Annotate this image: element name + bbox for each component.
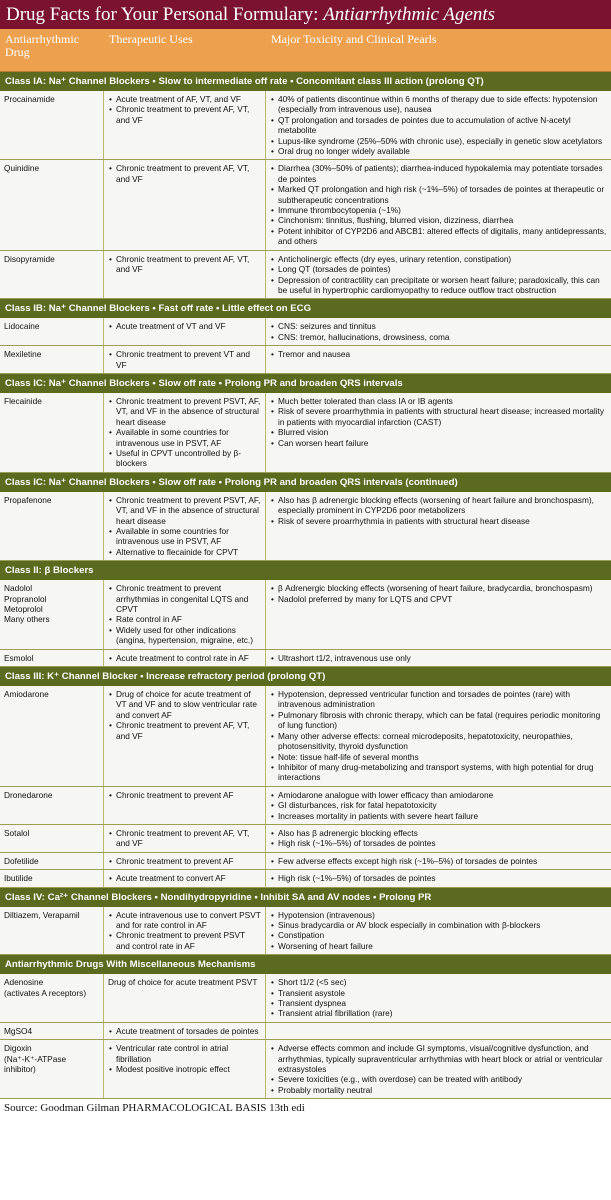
drug-name-cell: Esmolol [0, 650, 104, 666]
toxicity-item: • 40% of patients discontinue within 6 months of therapy due to side effects: hypotension (especially from intravenous use), nausea [270, 94, 607, 115]
drug-name-cell: Diltiazem, Verapamil [0, 907, 104, 955]
toxicity-cell [266, 160, 611, 249]
therapeutic-uses-cell [104, 974, 266, 1022]
therapeutic-uses-cell [104, 91, 266, 159]
table-row [0, 492, 611, 561]
toxicity-cell [266, 251, 611, 299]
toxicity-cell [266, 787, 611, 824]
toxicity-item: • Amiodarone analogue with lower efficacy than amiodarone [270, 790, 607, 800]
toxicity-list [270, 254, 607, 296]
toxicity-item: • Also has β adrenergic blocking effects (worsening of heart failure and bronchospasm), especially prominent in CYP2D6 poor metabolizers [270, 495, 607, 516]
use-item: • Chronic treatment to prevent AF, VT, and VF [108, 163, 261, 184]
use-item: • Chronic treatment to prevent AF, VT, and VF [108, 104, 261, 125]
therapeutic-uses-cell [104, 318, 266, 345]
uses-list [108, 790, 261, 800]
toxicity-cell [266, 907, 611, 955]
use-item: • Widely used for other indications (angina, hypertension, migraine, etc.) [108, 625, 261, 646]
drug-name-cell: Dofetilide [0, 853, 104, 869]
uses-list [108, 254, 261, 275]
drug-name-cell: Amiodarone [0, 686, 104, 786]
column-header-drug: Antiarrhythmic Drug [5, 32, 79, 59]
toxicity-item: • Short t1/2 (<5 sec) [270, 977, 607, 987]
toxicity-cell [266, 974, 611, 1022]
toxicity-item: • High risk (~1%–5%) of torsades de pointes [270, 838, 607, 848]
uses-list [108, 583, 261, 645]
class-header: Class III: K⁺ Channel Blocker • Increase refractory period (prolong QT) [0, 667, 611, 686]
use-item: • Acute treatment of torsades de pointes [108, 1026, 261, 1036]
uses-list [108, 396, 261, 469]
toxicity-cell [266, 650, 611, 666]
toxicity-item: • Many other adverse effects: corneal microdeposits, hepatotoxicity, neuropathies, photosensitivity, thyroid dysfunction [270, 731, 607, 752]
drug-name-cell: Dronedarone [0, 787, 104, 824]
uses-list [108, 495, 261, 557]
use-item: • Modest positive inotropic effect [108, 1064, 261, 1074]
toxicity-cell [266, 580, 611, 648]
toxicity-list [270, 977, 607, 1019]
toxicity-item: • Diarrhea (30%–50% of patients); diarrhea-induced hypokalemia may potentiate torsades de pointes [270, 163, 607, 184]
toxicity-item: • Transient dyspnea [270, 998, 607, 1008]
use-item: • Chronic treatment to prevent arrhythmias in congenital LQTS and CPVT [108, 583, 261, 614]
toxicity-item: • Immune thrombocytopenia (~1%) [270, 205, 607, 215]
toxicity-item: • Few adverse effects except high risk (~1%–5%) of torsades de pointes [270, 856, 607, 866]
therapeutic-uses-cell [104, 393, 266, 472]
toxicity-item: • QT prolongation and torsades de pointes due to accumulation of active N-acetyl metabolite [270, 115, 607, 136]
toxicity-item: • Sinus bradycardia or AV block especially in combination with β-blockers [270, 920, 607, 930]
toxicity-item: • Long QT (torsades de pointes) [270, 264, 607, 274]
toxicity-item: • Transient atrial fibrillation (rare) [270, 1008, 607, 1018]
toxicity-cell [266, 91, 611, 159]
uses-list [108, 163, 261, 184]
toxicity-item: • Cinchonism: tinnitus, flushing, blurred vision, dizziness, diarrhea [270, 215, 607, 225]
class-header: Class IV: Ca²⁺ Channel Blockers • Nondihydropyridine • Inhibit SA and AV nodes • Prolong PR [0, 888, 611, 907]
use-item: • Drug of choice for acute treatment of VT and VF and to slow ventricular rate and convert AF [108, 689, 261, 720]
drug-name-cell: MgSO4 [0, 1023, 104, 1039]
toxicity-list [270, 583, 607, 604]
use-item: • Available in some countries for intravenous use in PSVT, AF [108, 427, 261, 448]
use-item: • Chronic treatment to prevent AF [108, 856, 261, 866]
source-citation: Source: Goodman Gilman PHARMACOLOGICAL BASIS 13th edi [4, 1102, 305, 1115]
use-item: • Chronic treatment to prevent PSVT, AF, VT, and VF in the absence of structural heart disease [108, 396, 261, 427]
drug-name-cell: Lidocaine [0, 318, 104, 345]
toxicity-item: • Severe toxicities (e.g., with overdose) can be treated with antibody [270, 1074, 607, 1084]
toxicity-item: • Oral drug no longer widely available [270, 146, 607, 156]
toxicity-list [270, 94, 607, 156]
therapeutic-uses-cell [104, 650, 266, 666]
therapeutic-uses-cell [104, 346, 266, 373]
therapeutic-uses-cell [104, 787, 266, 824]
use-text: Drug of choice for acute treatment PSVT [108, 977, 258, 988]
therapeutic-uses-cell [104, 1023, 266, 1039]
class-header: Class IA: Na⁺ Channel Blockers • Slow to intermediate off rate • Concomitant class III action (prolong QT) [0, 72, 611, 91]
toxicity-cell [266, 492, 611, 560]
uses-list [108, 653, 261, 663]
uses-list [108, 689, 261, 741]
use-item: • Useful in CPVT uncontrolled by β-blockers [108, 448, 261, 469]
toxicity-item: • Constipation [270, 930, 607, 940]
toxicity-item: • Tremor and nausea [270, 349, 607, 359]
table-row [0, 318, 611, 346]
drug-name-cell: Quinidine [0, 160, 104, 249]
toxicity-item: • Risk of severe proarrhythmia in patients with structural heart disease [270, 516, 607, 526]
toxicity-item: • Pulmonary fibrosis with chronic therapy, which can be fatal (requires periodic monitoring of lung function) [270, 710, 607, 731]
toxicity-list [270, 163, 607, 246]
toxicity-item: • Transient asystole [270, 988, 607, 998]
uses-list [108, 1026, 261, 1036]
table-row [0, 1023, 611, 1040]
column-header-row [0, 29, 611, 72]
toxicity-item: • Worsening of heart failure [270, 941, 607, 951]
column-header-toxicity: Major Toxicity and Clinical Pearls [271, 32, 437, 46]
use-item: • Alternative to flecainide for CPVT [108, 547, 261, 557]
table-row [0, 393, 611, 473]
title-main: Drug Facts for Your Personal Formulary: [6, 4, 324, 25]
use-item: • Acute treatment of AF, VT, and VF [108, 94, 261, 104]
toxicity-item: • Adverse effects common and include GI symptoms, visual/cognitive dysfunction, and arrhythmias, typically supraventricular arrhythmias with heart block or atrial or ventricular extrasystoles [270, 1043, 607, 1074]
class-header: Class IB: Na⁺ Channel Blockers • Fast off rate • Little effect on ECG [0, 299, 611, 318]
toxicity-item: • Blurred vision [270, 427, 607, 437]
toxicity-list [270, 495, 607, 526]
table-row [0, 346, 611, 374]
use-item: • Acute treatment of VT and VF [108, 321, 261, 331]
toxicity-list [270, 828, 607, 849]
use-item: • Chronic treatment to prevent PSVT and control rate in AF [108, 930, 261, 951]
toxicity-item: • Risk of severe proarrhythmia in patients with structural heart disease; increased mortality in patients with myocardial infarction (CAST) [270, 406, 607, 427]
title-italic: Antiarrhythmic Agents [323, 4, 496, 25]
toxicity-item: • Much better tolerated than class IA or IB agents [270, 396, 607, 406]
toxicity-item: • CNS: tremor, hallucinations, drowsiness, coma [270, 332, 607, 342]
toxicity-list [270, 396, 607, 448]
table-row [0, 787, 611, 825]
uses-list [108, 856, 261, 866]
toxicity-item: • Inhibitor of many drug-metabolizing and transport systems, with high potential for drug interactions [270, 762, 607, 783]
toxicity-item: • Can worsen heart failure [270, 438, 607, 448]
table-row [0, 251, 611, 300]
class-header: Class II: β Blockers [0, 561, 611, 580]
toxicity-item: • High risk (~1%–5%) of torsades de pointes [270, 873, 607, 883]
table-row [0, 974, 611, 1023]
toxicity-cell [266, 393, 611, 472]
uses-list [108, 873, 261, 883]
drug-name-cell: Disopyramide [0, 251, 104, 299]
toxicity-cell [266, 686, 611, 786]
class-header: Antiarrhythmic Drugs With Miscellaneous Mechanisms [0, 955, 611, 974]
toxicity-cell [266, 1023, 611, 1039]
table-row [0, 580, 611, 649]
drug-name-cell: Nadolol Propranolol Metoprolol Many others [0, 580, 104, 648]
toxicity-list [270, 910, 607, 952]
therapeutic-uses-cell [104, 492, 266, 560]
therapeutic-uses-cell [104, 870, 266, 886]
toxicity-item: • Note: tissue half-life of several months [270, 752, 607, 762]
use-item: • Chronic treatment to prevent VT and VF [108, 349, 261, 370]
toxicity-item: • β Adrenergic blocking effects (worsening of heart failure, bradycardia, bronchospasm) [270, 583, 607, 593]
drug-name-cell: Adenosine (activates A receptors) [0, 974, 104, 1022]
toxicity-item: • Lupus-like syndrome (25%–50% with chronic use), especially in genetic slow acetylators [270, 136, 607, 146]
toxicity-item: • Depression of contractility can precipitate or worsen heart failure; paradoxically, this can be useful in hypertrophic cardiomyopathy to reduce outflow tract obstruction [270, 275, 607, 296]
use-item: • Ventricular rate control in atrial fibrillation [108, 1043, 261, 1064]
table-row [0, 160, 611, 250]
uses-list [108, 1043, 261, 1074]
table-row [0, 870, 611, 887]
therapeutic-uses-cell [104, 853, 266, 869]
toxicity-item: • Potent inhibitor of CYP2D6 and ABCB1: altered effects of digitalis, many antidepressants, and others [270, 226, 607, 247]
use-item: • Chronic treatment to prevent AF, VT, and VF [108, 828, 261, 849]
drug-name-cell: Ibutilide [0, 870, 104, 886]
toxicity-item: • Ultrashort t1/2, intravenous use only [270, 653, 607, 663]
table-row [0, 91, 611, 160]
drug-name-cell: Sotalol [0, 825, 104, 852]
uses-list [108, 321, 261, 331]
toxicity-cell [266, 853, 611, 869]
therapeutic-uses-cell [104, 160, 266, 249]
use-item: • Available in some countries for intravenous use in PSVT, AF [108, 526, 261, 547]
toxicity-item: • Hypotension (intravenous) [270, 910, 607, 920]
class-header: Class IC: Na⁺ Channel Blockers • Slow off rate • Prolong PR and broaden QRS intervals (continued) [0, 473, 611, 492]
therapeutic-uses-cell [104, 251, 266, 299]
column-header-uses: Therapeutic Uses [109, 32, 193, 46]
use-item: • Acute treatment to control rate in AF [108, 653, 261, 663]
use-item: • Acute intravenous use to convert PSVT and for rate control in AF [108, 910, 261, 931]
therapeutic-uses-cell [104, 1040, 266, 1098]
toxicity-list [270, 873, 607, 883]
toxicity-item: • CNS: seizures and tinnitus [270, 321, 607, 331]
uses-list [108, 94, 261, 125]
drug-name-cell: Digoxin (Na⁺-K⁺-ATPase inhibitor) [0, 1040, 104, 1098]
use-item: • Chronic treatment to prevent PSVT, AF, VT, and VF in the absence of structural heart disease [108, 495, 261, 526]
toxicity-item: • Anticholinergic effects (dry eyes, urinary retention, constipation) [270, 254, 607, 264]
toxicity-cell [266, 346, 611, 373]
use-item: • Rate control in AF [108, 614, 261, 624]
toxicity-cell [266, 1040, 611, 1098]
table-row [0, 686, 611, 787]
toxicity-item: • Hypotension, depressed ventricular function and torsades de pointes (rare) with intravenous administration [270, 689, 607, 710]
uses-list [108, 349, 261, 370]
table-row [0, 907, 611, 956]
drug-name-cell: Mexiletine [0, 346, 104, 373]
toxicity-item: • Nadolol preferred by many for LQTS and CPVT [270, 594, 607, 604]
use-item: • Acute treatment to convert AF [108, 873, 261, 883]
uses-list [108, 910, 261, 952]
table-row [0, 650, 611, 667]
use-item: • Chronic treatment to prevent AF [108, 790, 261, 800]
table-row [0, 853, 611, 870]
toxicity-list [270, 1043, 607, 1095]
toxicity-item: • Probably mortality neutral [270, 1085, 607, 1095]
therapeutic-uses-cell [104, 907, 266, 955]
toxicity-item: • Increases mortality in patients with severe heart failure [270, 811, 607, 821]
therapeutic-uses-cell [104, 580, 266, 648]
use-item: • Chronic treatment to prevent AF, VT, and VF [108, 254, 261, 275]
toxicity-item: • Also has β adrenergic blocking effects [270, 828, 607, 838]
toxicity-list [270, 321, 607, 342]
toxicity-item: • Marked QT prolongation and high risk (~1%–5%) of torsades de pointes at therapeutic or subtherapeutic concentrations [270, 184, 607, 205]
toxicity-list [270, 689, 607, 783]
class-header: Class IC: Na⁺ Channel Blockers • Slow off rate • Prolong PR and broaden QRS intervals [0, 374, 611, 393]
drug-name-cell: Procainamide [0, 91, 104, 159]
toxicity-list [270, 653, 607, 663]
toxicity-cell [266, 318, 611, 345]
drug-name-cell: Flecainide [0, 393, 104, 472]
use-item: • Chronic treatment to prevent AF, VT, and VF [108, 720, 261, 741]
uses-list [108, 828, 261, 849]
toxicity-list [270, 856, 607, 866]
drug-table-body [0, 72, 611, 1099]
toxicity-list [270, 349, 607, 359]
page-title [0, 0, 611, 29]
therapeutic-uses-cell [104, 686, 266, 786]
table-row [0, 1040, 611, 1099]
toxicity-list [270, 790, 607, 821]
toxicity-cell [266, 825, 611, 852]
table-row [0, 825, 611, 853]
therapeutic-uses-cell [104, 825, 266, 852]
toxicity-item: • GI disturbances, risk for fatal hepatotoxicity [270, 800, 607, 810]
toxicity-cell [266, 870, 611, 886]
drug-name-cell: Propafenone [0, 492, 104, 560]
